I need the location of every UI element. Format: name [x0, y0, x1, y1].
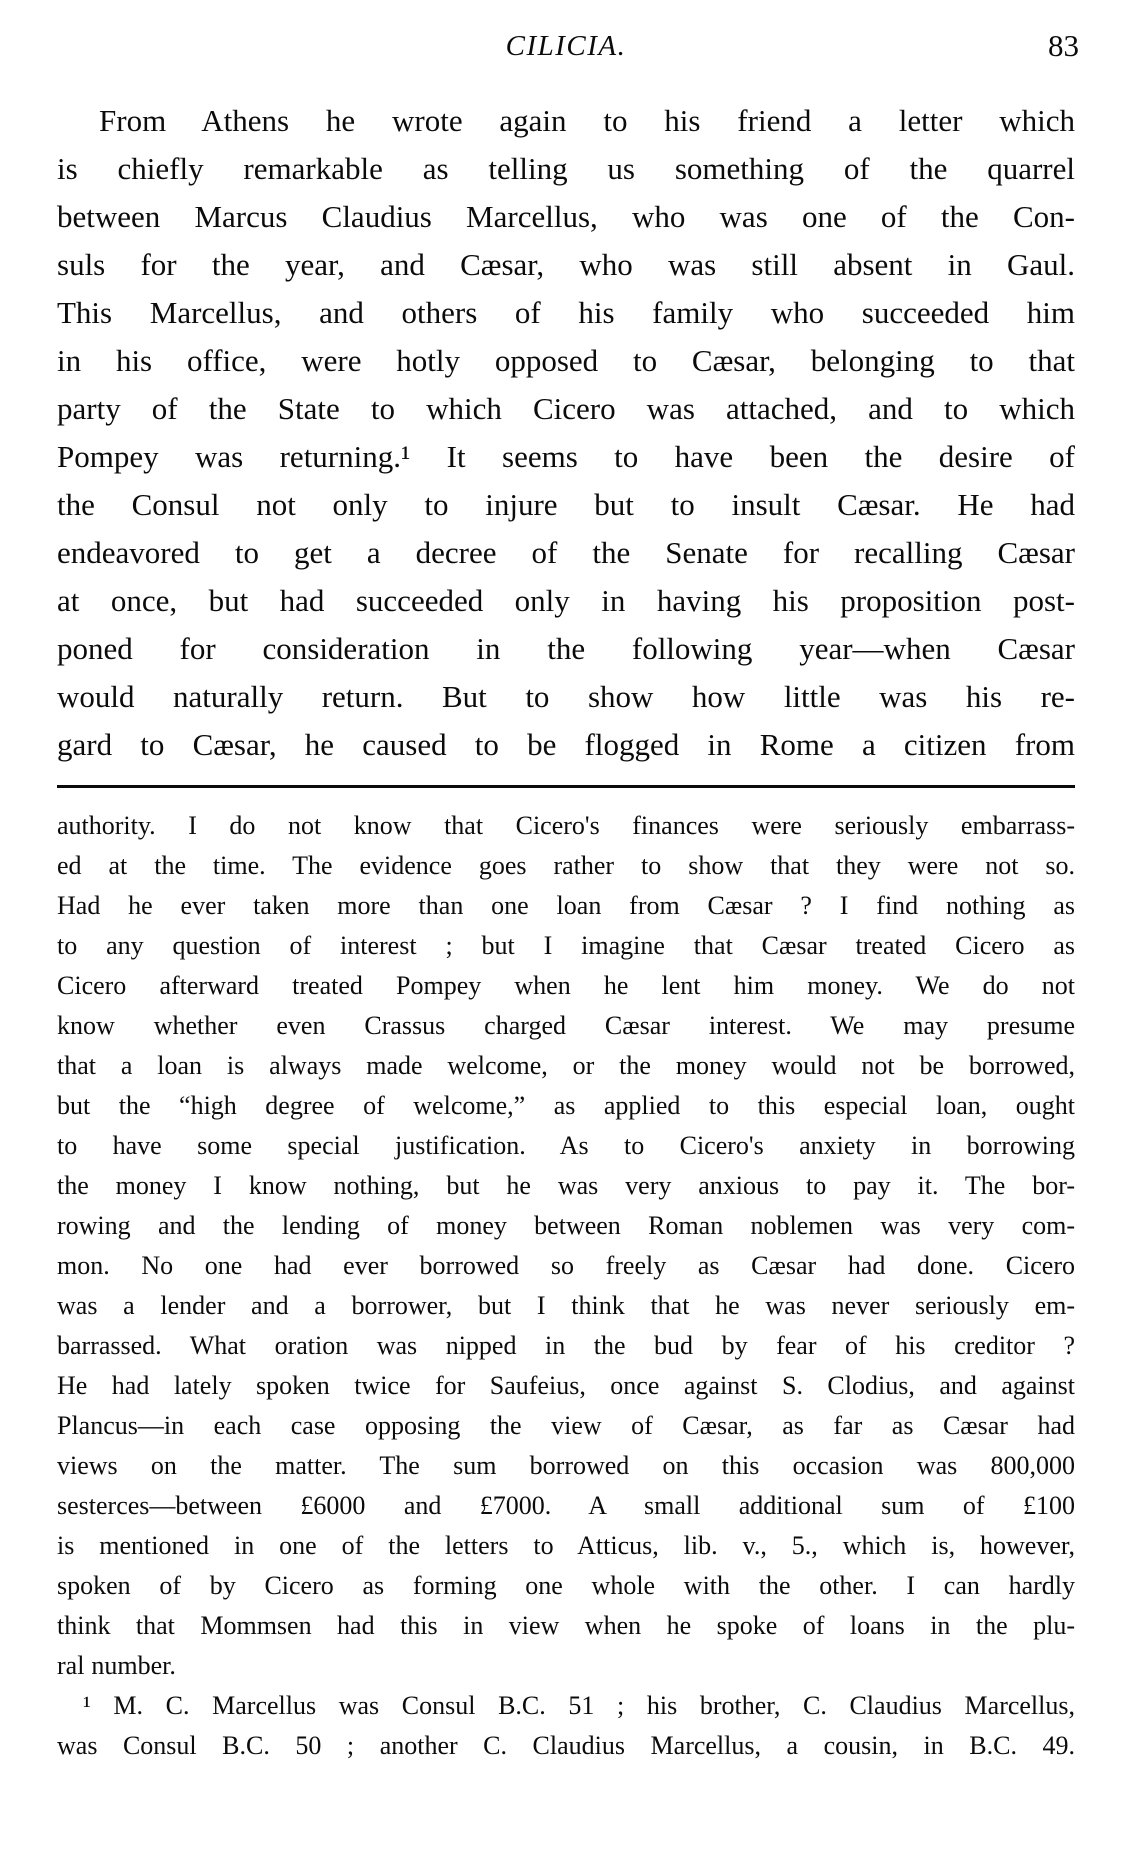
body-text-line: gard to Cæsar, he caused to be flogged in Rome a citizen from: [57, 727, 1075, 762]
footnote-line: was Consul B.C. 50 ; another C. Claudius Marcellus, a cousin, in B.C. 49.: [57, 1731, 1075, 1760]
footnote-line: views on the matter. The sum borrowed on this occasion was 800,000: [57, 1451, 1075, 1480]
footnote-line: the money I know nothing, but he was very anxious to pay it. The bor-: [57, 1171, 1075, 1200]
footnote-line: ral number.: [57, 1651, 176, 1680]
footnote-line: think that Mommsen had this in view when he spoke of loans in the plu-: [57, 1611, 1075, 1640]
footnote-line: ed at the time. The evidence goes rather to show that they were not so.: [57, 851, 1075, 880]
footnote-line: but the “high degree of welcome,” as applied to this especial loan, ought: [57, 1091, 1075, 1120]
page-number: 83: [1048, 28, 1079, 63]
body-text-line: suls for the year, and Cæsar, who was still absent in Gaul.: [57, 247, 1075, 282]
chapter-title: CILICIA.: [505, 30, 627, 62]
footnote-line: rowing and the lending of money between Roman noblemen was very com-: [57, 1211, 1075, 1240]
footnote-line: know whether even Crassus charged Cæsar interest. We may presume: [57, 1011, 1075, 1040]
footnote-line: He had lately spoken twice for Saufeius, once against S. Clodius, and against: [57, 1371, 1075, 1400]
body-text-line: would naturally return. But to show how little was his re-: [57, 679, 1075, 714]
body-text-line: endeavored to get a decree of the Senate for recalling Cæsar: [57, 535, 1075, 570]
body-text-line: is chiefly remarkable as telling us something of the quarrel: [57, 151, 1075, 186]
main-text: [57, 97, 1075, 769]
footnote-line: that a loan is always made welcome, or the money would not be borrowed,: [57, 1051, 1075, 1080]
footnote-line: to any question of interest ; but I imagine that Cæsar treated Cicero as: [57, 931, 1075, 960]
footnote-line: mon. No one had ever borrowed so freely as Cæsar had done. Cicero: [57, 1251, 1075, 1280]
footnote-line: to have some special justification. As to Cicero's anxiety in borrowing: [57, 1131, 1075, 1160]
footnote-line: was a lender and a borrower, but I think that he was never seriously em-: [57, 1291, 1075, 1320]
body-text-line: in his office, were hotly opposed to Cæsar, belonging to that: [57, 343, 1075, 378]
footnote-line: spoken of by Cicero as forming one whole with the other. I can hardly: [57, 1571, 1075, 1600]
footnote-separator: [57, 785, 1075, 788]
body-text-line: This Marcellus, and others of his family who succeeded him: [57, 295, 1075, 330]
body-text-line: the Consul not only to injure but to insult Cæsar. He had: [57, 487, 1075, 522]
body-text-line: at once, but had succeeded only in having his proposition post-: [57, 583, 1075, 618]
footnote-line: sesterces—between £6000 and £7000. A small additional sum of £100: [57, 1491, 1075, 1520]
footnote-line: Cicero afterward treated Pompey when he lent him money. We do not: [57, 971, 1075, 1000]
body-text-line: between Marcus Claudius Marcellus, who was one of the Con-: [57, 199, 1075, 234]
footnote-line: Plancus—in each case opposing the view of Cæsar, as far as Cæsar had: [57, 1411, 1075, 1440]
footnote-line: Had he ever taken more than one loan from Cæsar ? I find nothing as: [57, 891, 1075, 920]
body-text-line: party of the State to which Cicero was attached, and to which: [57, 391, 1075, 426]
page-header: [57, 28, 1079, 64]
body-text-line: Pompey was returning.¹ It seems to have been the desire of: [57, 439, 1075, 474]
body-text-line: poned for consideration in the following year—when Cæsar: [57, 631, 1075, 666]
footnote-line: barrassed. What oration was nipped in the bud by fear of his creditor ?: [57, 1331, 1075, 1360]
body-text-line: From Athens he wrote again to his friend a letter which: [99, 103, 1075, 138]
footnote-line: is mentioned in one of the letters to Atticus, lib. v., 5., which is, however,: [57, 1531, 1075, 1560]
footnote-line: ¹ M. C. Marcellus was Consul B.C. 51 ; his brother, C. Claudius Marcellus,: [83, 1691, 1075, 1720]
footnote-line: authority. I do not know that Cicero's finances were seriously embarrass-: [57, 811, 1075, 840]
footnote: [57, 806, 1075, 1766]
